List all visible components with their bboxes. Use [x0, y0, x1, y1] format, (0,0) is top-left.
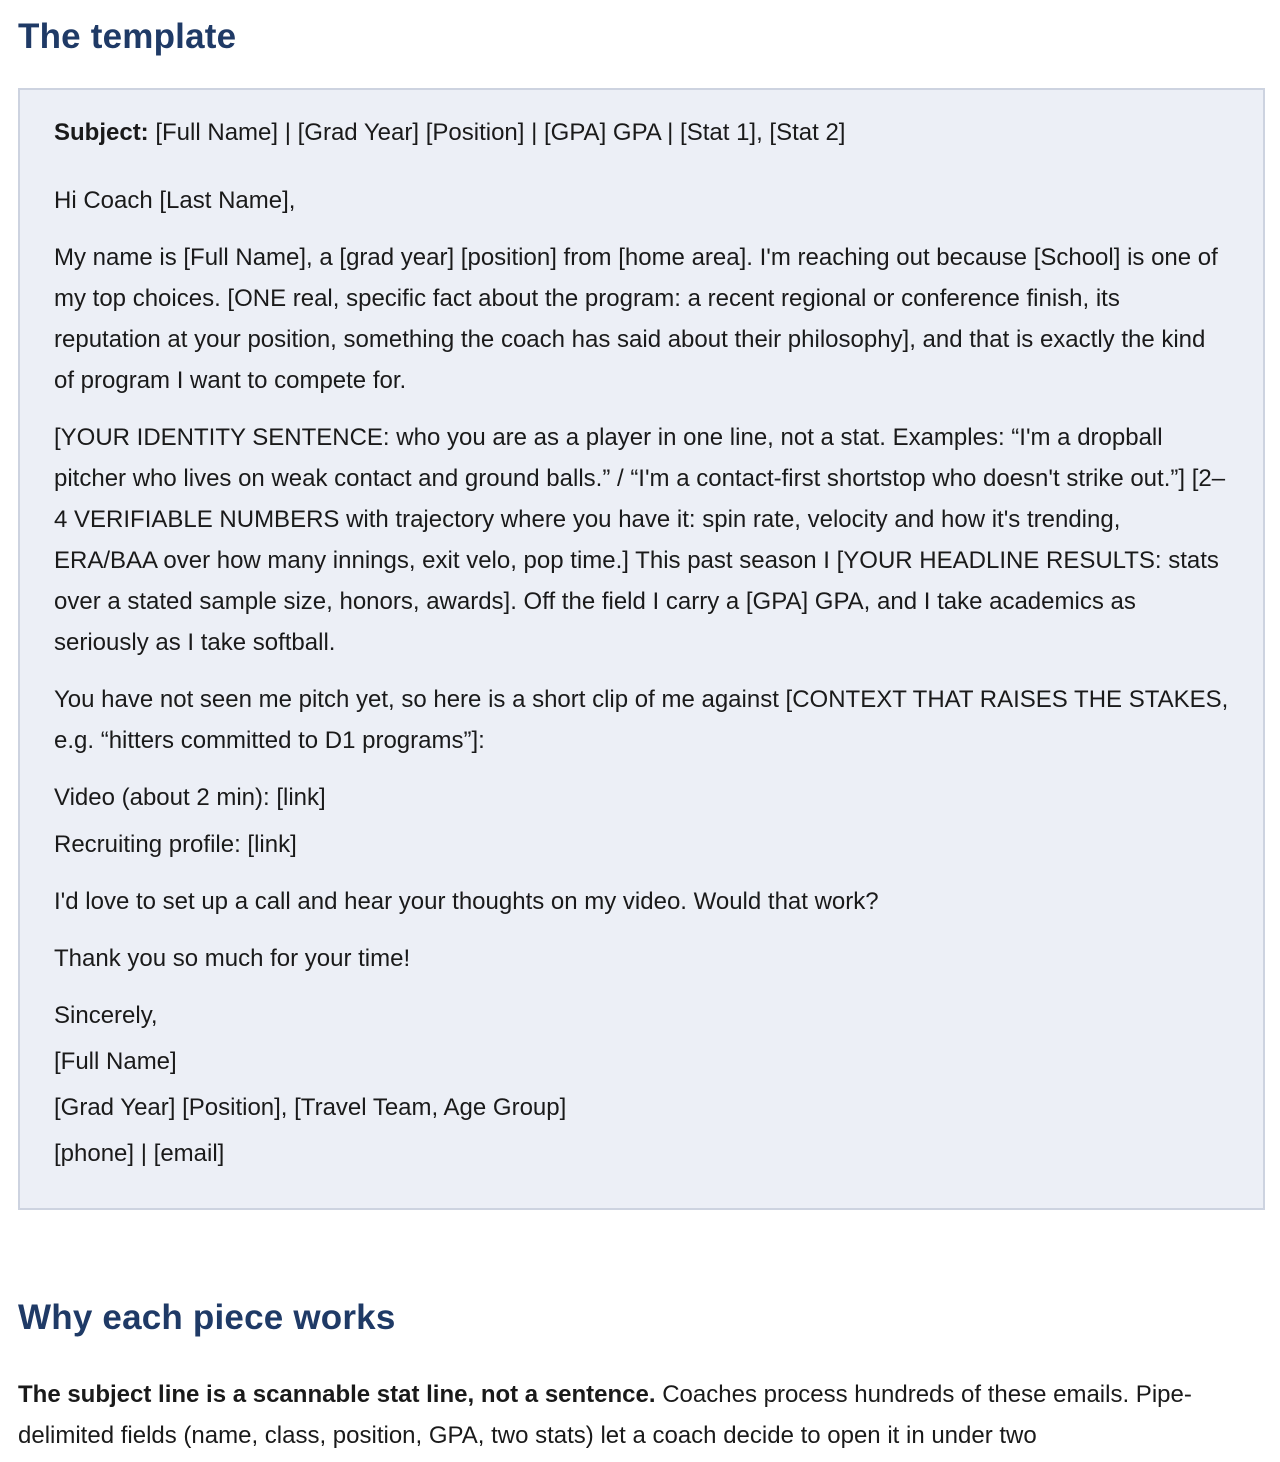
- call-request-paragraph: I'd love to set up a call and hear your thoughts on my video. Would that work?: [54, 888, 879, 915]
- subject-value: [Full Name] | [Grad Year] [Position] | [GPA] GPA | [Stat 1], [Stat 2]: [148, 119, 846, 146]
- why-lead-bold: The subject line is a scannable stat line, not a sentence.: [18, 1381, 656, 1408]
- greeting: Hi Coach [Last Name],: [54, 187, 296, 214]
- subject-label: Subject:: [54, 119, 149, 146]
- video-link-line: Video (about 2 min): [link]: [54, 784, 326, 811]
- signoff: Sincerely,: [54, 1002, 158, 1029]
- identity-paragraph: [YOUR IDENTITY SENTENCE: who you are as a player in one line, not a stat. Examples: “I'm a dropball pitcher who lives on weak contact and ground balls.” / “I'm a contact-first shortstop who doesn't strike out.”] [2–4 VERIFIABLE NUMBERS with trajectory where you have it: spin rate, velocity and how it's trending, ERA/BAA over how many innings, exit velo, pop time.] This past season I [YOUR HEADLINE RESULTS: stats over a stated sample size, honors, awards]. Off the field I carry a [GPA] GPA, and I take academics as seriously as I take softball.: [54, 424, 1226, 656]
- signature-name: [Full Name]: [54, 1048, 177, 1075]
- template-section-heading: The template: [18, 17, 237, 56]
- signature-team: [Grad Year] [Position], [Travel Team, Age Group]: [54, 1094, 567, 1121]
- intro-paragraph: My name is [Full Name], a [grad year] [position] from [home area]. I'm reaching out because [School] is one of my top choices. [ONE real, specific fact about the program: a recent regional or conference finish, its reputation at your position, something the coach has said about their philosophy], and that is exactly the kind of program I want to compete for.: [54, 244, 1218, 394]
- why-lead-text: Coaches process hundreds of these emails. Pipe-delimited fields (name, class, position, GPA, two stats) let a coach decide to open it in under two: [18, 1381, 1192, 1449]
- subject-line: [54, 112, 1229, 153]
- why-subject-line-paragraph: [18, 1374, 1258, 1456]
- video-context-paragraph: You have not seen me pitch yet, so here is a short clip of me against [CONTEXT THAT RAISES THE STAKES, e.g. “hitters committed to D1 programs”]:: [54, 686, 1229, 754]
- why-section-heading: Why each piece works: [18, 1298, 396, 1337]
- profile-link-line: Recruiting profile: [link]: [54, 831, 297, 858]
- thanks-paragraph: Thank you so much for your time!: [54, 945, 411, 972]
- signature-contact: [phone] | [email]: [54, 1140, 225, 1167]
- email-template-box: [18, 88, 1265, 1210]
